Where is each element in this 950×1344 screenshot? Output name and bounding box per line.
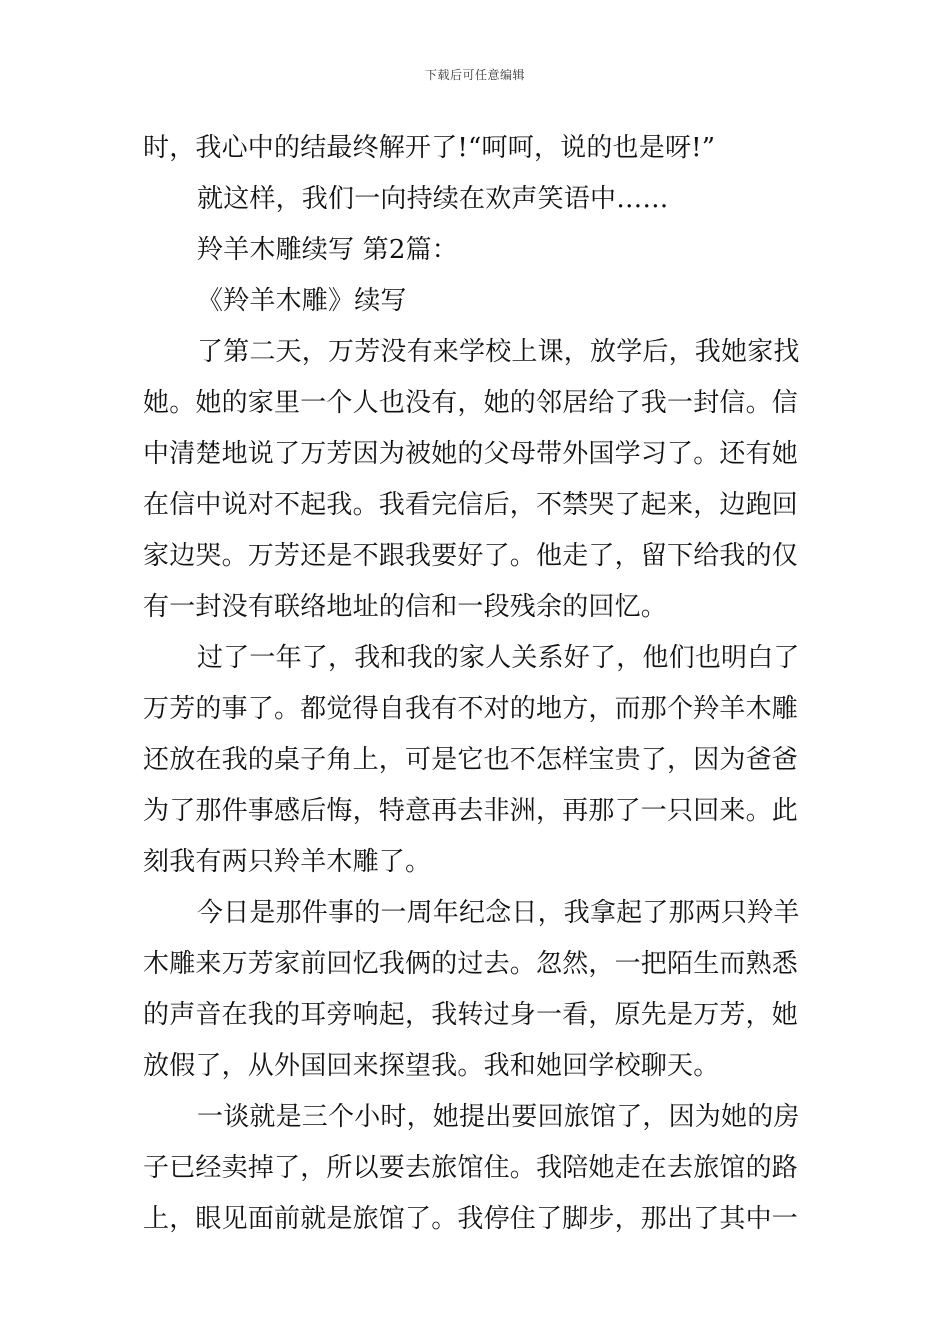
text-line: 的声音在我的耳旁响起，我转过身一看，原先是万芳，她 <box>143 1000 799 1030</box>
text-line: 就这样，我们一向持续在欢声笑语中…… <box>197 184 669 214</box>
text-line: 过了一年了，我和我的家人关系好了，他们也明白了 <box>197 643 800 673</box>
text-line: 时，我心中的结最终解开了!“呵呵，说的也是呀!” <box>143 133 716 163</box>
text-line: 为了那件事感后悔，特意再去非洲，再那了一只回来。此 <box>143 796 799 826</box>
text-line: 在信中说对不起我。我看完信后，不禁哭了起来，边跑回 <box>143 490 799 520</box>
text-line: 放假了，从外国回来探望我。我和她回学校聊天。 <box>143 1051 720 1081</box>
text-line: 子已经卖掉了，所以要去旅馆住。我陪她走在去旅馆的路 <box>143 1153 799 1183</box>
text-line: 一谈就是三个小时，她提出要回旅馆了，因为她的房 <box>197 1102 800 1132</box>
text-line: 上，眼见面前就是旅馆了。我停住了脚步，那出了其中一 <box>143 1204 799 1234</box>
body-text <box>143 128 807 1250</box>
text-line: 刻我有两只羚羊木雕了。 <box>143 847 432 877</box>
text-line: 她。她的家里一个人也没有，她的邻居给了我一封信。信 <box>143 388 799 418</box>
text-line: 今日是那件事的一周年纪念日，我拿起了那两只羚羊 <box>197 898 800 928</box>
page-header: 下载后可任意编辑 <box>424 68 525 82</box>
text-line: 羚羊木雕续写 第2篇： <box>197 235 459 265</box>
text-line: 中清楚地说了万芳因为被她的父母带外国学习了。还有她 <box>143 439 799 469</box>
text-line: 有一封没有联络地址的信和一段残余的回忆。 <box>143 592 668 622</box>
text-line: 了第二天，万芳没有来学校上课，放学后，我她家找 <box>197 337 800 367</box>
text-line: 还放在我的桌子角上，可是它也不怎样宝贵了，因为爸爸 <box>143 745 799 775</box>
text-line: 万芳的事了。都觉得自我有不对的地方，而那个羚羊木雕 <box>143 694 799 724</box>
text-line: 家边哭。万芳还是不跟我要好了。他走了，留下给我的仅 <box>143 541 799 571</box>
text-line: 木雕来万芳家前回忆我俩的过去。忽然，一把陌生而熟悉 <box>143 949 799 979</box>
text-line: 《羚羊木雕》续写 <box>197 286 407 316</box>
